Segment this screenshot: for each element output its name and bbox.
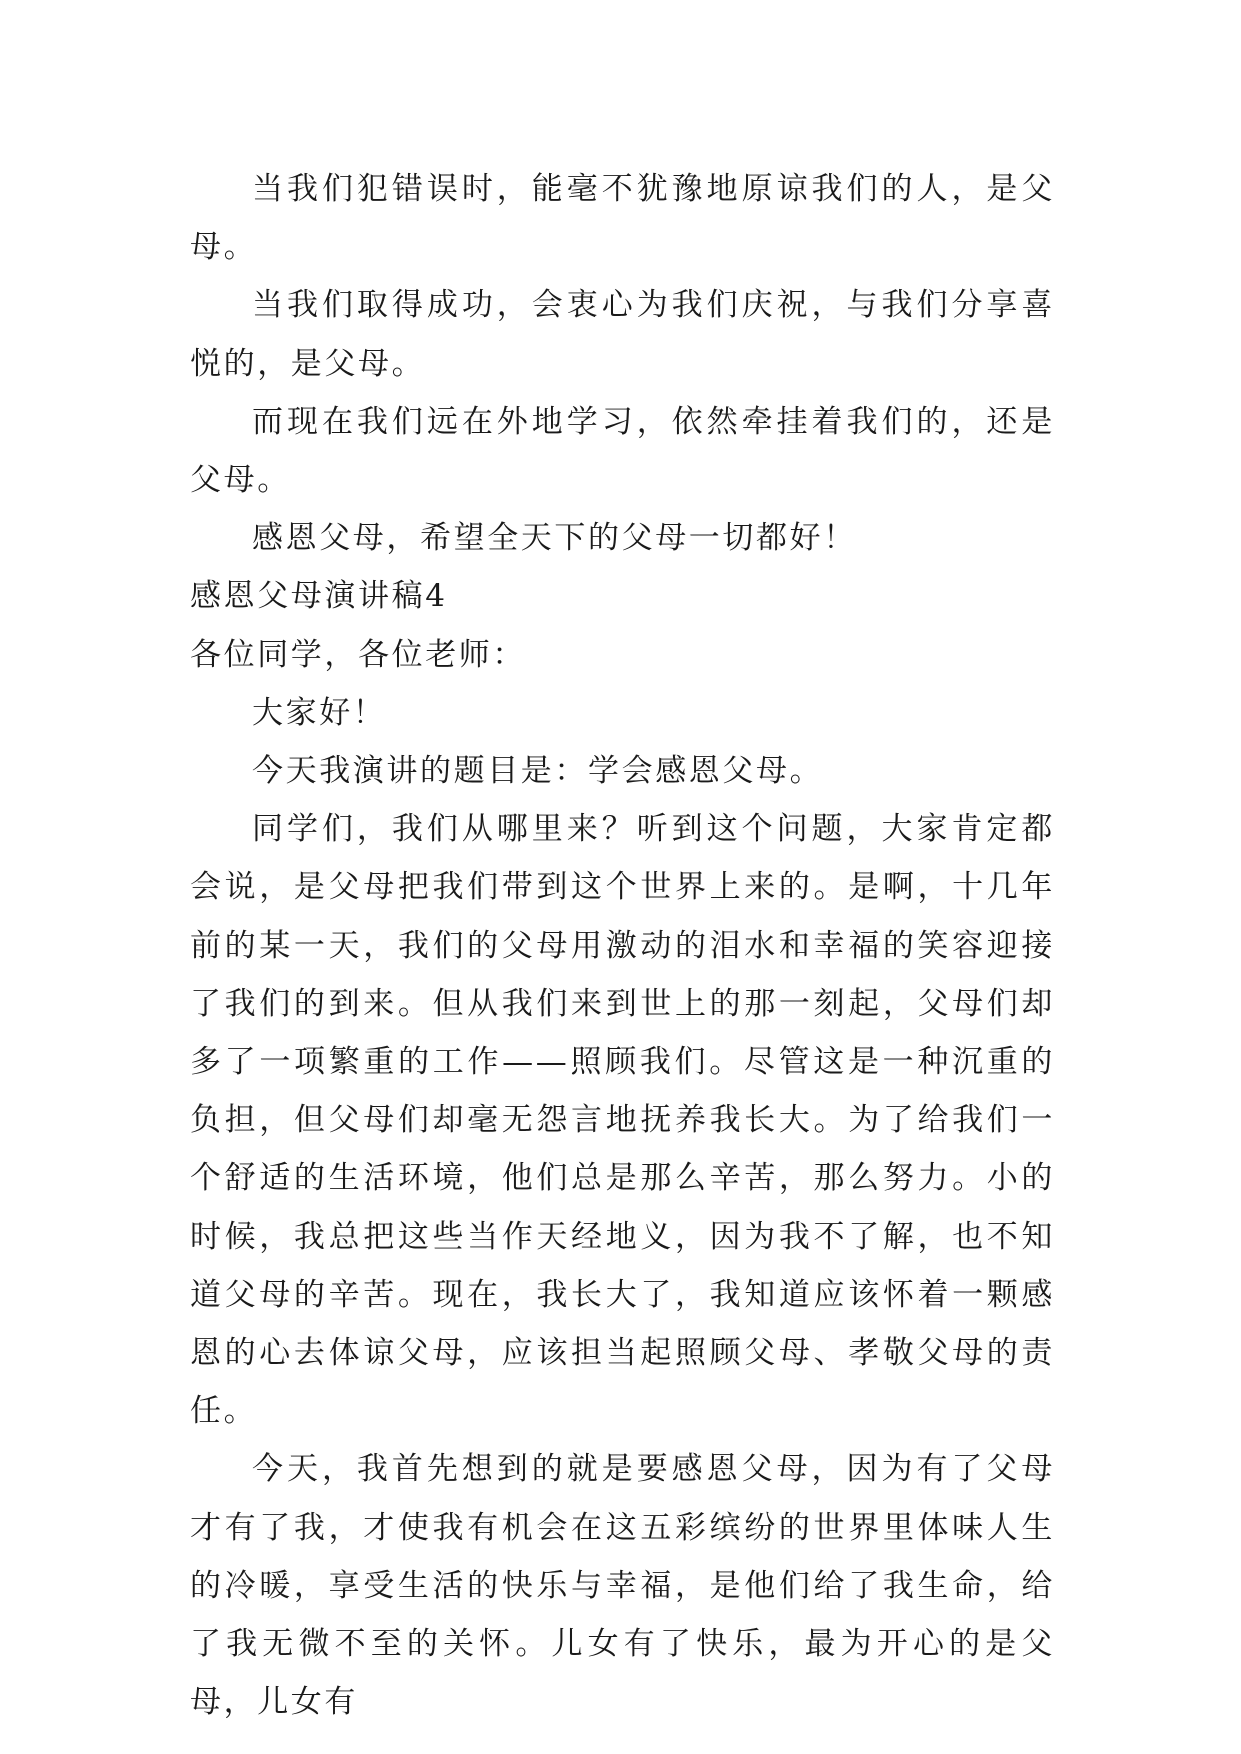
paragraph-1: 当我们犯错误时，能毫不犹豫地原谅我们的人，是父母。: [190, 171, 1055, 266]
paragraph-3: 而现在我们远在外地学习，依然牵挂着我们的，还是父母。: [190, 403, 1055, 499]
speech-topic: 今天我演讲的题目是：学会感恩父母。: [252, 753, 824, 790]
paragraph-body-2: 今天，我首先想到的就是要感恩父母，因为有了父母才有了我，才使我有机会在这五彩缤纷的世界里体味人生的冷暖，享受生活的快乐与幸福，是他们给了我生命，给了我无微不至的关怀。儿女有了快乐，最为开心的是父母，儿女有: [190, 1451, 1055, 1721]
document-body: [190, 160, 1055, 1731]
paragraph-body-1: 同学们，我们从哪里来？听到这个问题，大家肯定都会说，是父母把我们带到这个世界上来的。是啊，十几年前的某一天，我们的父母用激动的泪水和幸福的笑容迎接了我们的到来。但从我们来到世上的那一刻起，父母们却多了一项繁重的工作——照顾我们。尽管这是一种沉重的负担，但父母们却毫无怨言地抚养我长大。为了给我们一个舒适的生活环境，他们总是那么辛苦，那么努力。小的时候，我总把这些当作天经地义，因为我不了解，也不知道父母的辛苦。现在，我长大了，我知道应该怀着一颗感恩的心去体谅父母，应该担当起照顾父母、孝敬父母的责任。: [190, 811, 1055, 1430]
salutation: 各位同学，各位老师：: [190, 636, 526, 673]
greeting: 大家好！: [252, 694, 387, 731]
paragraph-4: 感恩父母，希望全天下的父母一切都好！: [252, 520, 857, 557]
section-heading: 感恩父母演讲稿4: [190, 578, 448, 615]
paragraph-2: 当我们取得成功，会衷心为我们庆祝，与我们分享喜悦的，是父母。: [190, 287, 1055, 382]
